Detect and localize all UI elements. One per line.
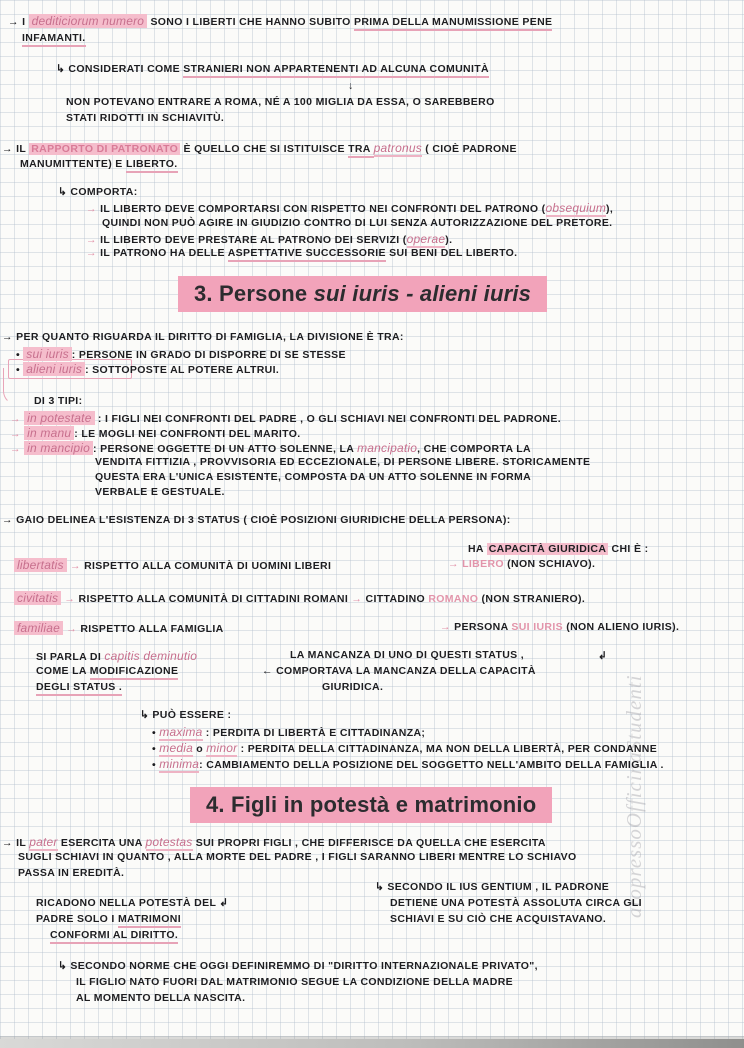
note-line: PASSA IN EREDITÀ. (18, 867, 125, 879)
note-line-ricadono: RICADONO NELLA POTESTÀ DEL ↲ (36, 897, 229, 909)
note-line: MANUMITTENTE) E LIBERTO. (20, 158, 178, 172)
note-line-media-minor: • media o minor : PERDITA DELLA CITTADINANZA, MA NON DELLA LIBERTÀ, PER CONDANNE (152, 741, 658, 755)
note-line: PADRE SOLO I MATRIMONI (36, 913, 181, 927)
note-line-in-manu: → in manu : LE MOGLI NEI CONFRONTI DEL MARITO. (10, 426, 301, 440)
arrow-icon: ↳ (56, 63, 69, 75)
arrow-icon: ↲ (219, 897, 229, 909)
note-line-in-mancipio: → in mancipio : PERSONE OGGETTE DI UN ATTO SOLENNE, LA mancipatio, CHE COMPORTA LA (10, 441, 531, 455)
note-line-in-potestate: → in potestate : I FIGLI NEI CONFRONTI DEL PADRE , O GLI SCHIAVI NEI CONFRONTI DEL PADRONE. (10, 411, 561, 425)
status-row-familiae-right: → PERSONA SUI IURIS (NON ALIENO IURIS). (440, 621, 680, 633)
note-line-minima: • minima: CAMBIAMENTO DELLA POSIZIONE DEL SOGGETTO NELL'AMBITO DELLA FAMIGLIA . (152, 757, 664, 771)
arrow-icon: → IL (2, 143, 30, 155)
note-line-considerati: ↳ CONSIDERATI COME STRANIERI NON APPARTENENTI AD ALCUNA COMUNITÀ (56, 63, 489, 77)
arrow-icon: → I (8, 16, 29, 28)
arrow-icon: → (86, 247, 101, 259)
note-line: NON POTEVANO ENTRARE A ROMA, NÉ A 100 MIGLIA DA ESSA, O SAREBBERO (66, 96, 495, 108)
note-line: → IL LIBERTO DEVE COMPORTARSI CON RISPETTO NEI CONFRONTI DEL PATRONO (obsequium), (86, 201, 614, 215)
note-line: SUGLI SCHIAVI IN QUANTO , ALLA MORTE DEL PADRE , I FIGLI SARANNO LIBERI MENTRE LO SCHIAVO (18, 851, 577, 863)
arrow-icon: → (10, 443, 25, 455)
note-line-capitis: SI PARLA DI capitis deminutio (36, 649, 198, 663)
arrow-icon: → (61, 593, 79, 605)
status-row-familiae: familiae → RISPETTO ALLA FAMIGLIA (14, 621, 224, 637)
note-line: SCHIAVI E SU CIÒ CHE ACQUISTAVANO. (390, 913, 607, 925)
arrow-icon: → (10, 413, 25, 425)
curve-arrow-icon (598, 650, 607, 664)
note-line: → IL LIBERTO DEVE PRESTARE AL PATRONO DEI SERVIZI (operae). (86, 232, 453, 246)
note-line-puo-essere: ↳ PUÒ ESSERE : (140, 709, 232, 721)
note-line: DI 3 TIPI: (34, 395, 83, 407)
arrow-icon: → (66, 560, 85, 572)
arrow-icon: → (348, 593, 366, 605)
note-line: VERBALE E GESTUALE. (95, 486, 225, 498)
watermark-text: atopressoOfficinaStudenti (622, 674, 646, 918)
scan-edge (0, 1039, 744, 1048)
section-heading-4: 4. Figli in potestà e matrimonio (190, 787, 552, 823)
section-heading-3: 3. Persone sui iuris - alieni iuris (178, 276, 547, 312)
note-line: QUINDI NON PUÒ AGIRE IN GIUDIZIO CONTRO DI LUI SENZA AUTORIZZAZIONE DEL PRETORE. (102, 217, 613, 229)
status-row-libertatis-right: → LIBERO (NON SCHIAVO). (448, 558, 596, 570)
note-line-pater: → IL pater ESERCITA UNA potestas SUI PROPRI FIGLI , CHE DIFFERISCE DA QUELLA CHE ESERCITA (2, 835, 546, 849)
down-arrow-icon (348, 80, 354, 94)
note-line-dip: ↳ SECONDO NORME CHE OGGI DEFINIREMMO DI "DIRITTO INTERNAZIONALE PRIVATO", (58, 960, 538, 972)
arrow-icon: ↳ (58, 960, 71, 972)
note-line: → PER QUANTO RIGUARDA IL DIRITTO DI FAMIGLIA, LA DIVISIONE È TRA: (2, 331, 404, 343)
note-line: ← COMPORTAVA LA MANCANZA DELLA CAPACITÀ (262, 665, 536, 677)
note-line-maxima: • maxima : PERDITA DI LIBERTÀ E CITTADINANZA; (152, 725, 426, 739)
arrow-icon: → (448, 558, 463, 570)
note-line-ius-gentium: ↳ SECONDO IL IUS GENTIUM , IL PADRONE (375, 881, 610, 893)
note-line: STATI RIDOTTI IN SCHIAVITÙ. (66, 112, 225, 124)
arrow-icon: → IL (2, 837, 30, 849)
note-line: AL MOMENTO DELLA NASCITA. (76, 992, 246, 1004)
status-row-civitatis: civitatis → RISPETTO ALLA COMUNITÀ DI CITTADINI ROMANI → CITTADINO ROMANO (NON STRANIERO). (14, 591, 585, 607)
note-line-capacita: HA CAPACITÀ GIURIDICA CHI È : (468, 543, 649, 555)
note-line-alieni-iuris: • alieni iuris : SOTTOPOSTE AL POTERE ALTRUI. (16, 362, 280, 376)
status-row-libertatis: libertatis → RISPETTO ALLA COMUNITÀ DI UOMINI LIBERI (14, 558, 331, 574)
arrow-icon: ← (262, 665, 277, 677)
arrow-icon: ↳ (375, 881, 388, 893)
note-line: COME LA MODIFICAZIONE (36, 665, 178, 679)
note-line: QUESTA ERA L'UNICA ESISTENTE, COMPOSTA DA UN ATTO SOLENNE IN FORMA (95, 471, 532, 483)
note-line: CONFORMI AL DIRITTO. (50, 929, 178, 943)
note-line: LA MANCANZA DI UNO DI QUESTI STATUS , (290, 649, 525, 661)
arrow-icon: ↲ (598, 650, 608, 662)
note-line: DETIENE UNA POTESTÀ ASSOLUTA CIRCA GLI (390, 897, 642, 909)
note-line-sui-iuris: • sui iuris : PERSONE IN GRADO DI DISPORRE DI SE STESSE (16, 347, 346, 361)
note-line: IL FIGLIO NATO FUORI DAL MATRIMONIO SEGUE LA CONDIZIONE DELLA MADRE (76, 976, 514, 988)
arrow-icon: → (86, 203, 101, 215)
arrow-icon: ↳ (58, 186, 71, 198)
arrow-icon: → (62, 623, 81, 635)
note-line: → IL PATRONO HA DELLE ASPETTATIVE SUCCESSORIE SUI BENI DEL LIBERTO. (86, 247, 517, 261)
arrow-icon: → (440, 621, 455, 633)
note-line-dediticiorum: → I dediticiorum numero SONO I LIBERTI CHE HANNO SUBITO PRIMA DELLA MANUMISSIONE PENE (8, 14, 552, 30)
arrow-icon: ↳ (140, 709, 153, 721)
note-line: DEGLI STATUS . (36, 681, 122, 695)
arrow-icon: → (10, 428, 25, 440)
arrow-icon: ↓ (348, 80, 354, 92)
note-line: INFAMANTI. (22, 32, 86, 46)
note-line-gaio: → GAIO DELINEA L'ESISTENZA DI 3 STATUS ( CIOÈ POSIZIONI GIURIDICHE DELLA PERSONA): (2, 514, 511, 526)
note-line: VENDITA FITTIZIA , PROVVISORIA ED ECCEZIONALE, DI PERSONE LIBERE. STORICAMENTE (95, 456, 591, 468)
note-line-patronato: → IL RAPPORTO DI PATRONATO È QUELLO CHE SI ISTITUISCE TRA patronus ( CIOÈ PADRONE (2, 141, 517, 157)
note-line: GIURIDICA. (322, 681, 384, 693)
note-line-comporta: ↳ COMPORTA: (58, 186, 138, 198)
arrow-icon: → (86, 234, 101, 246)
